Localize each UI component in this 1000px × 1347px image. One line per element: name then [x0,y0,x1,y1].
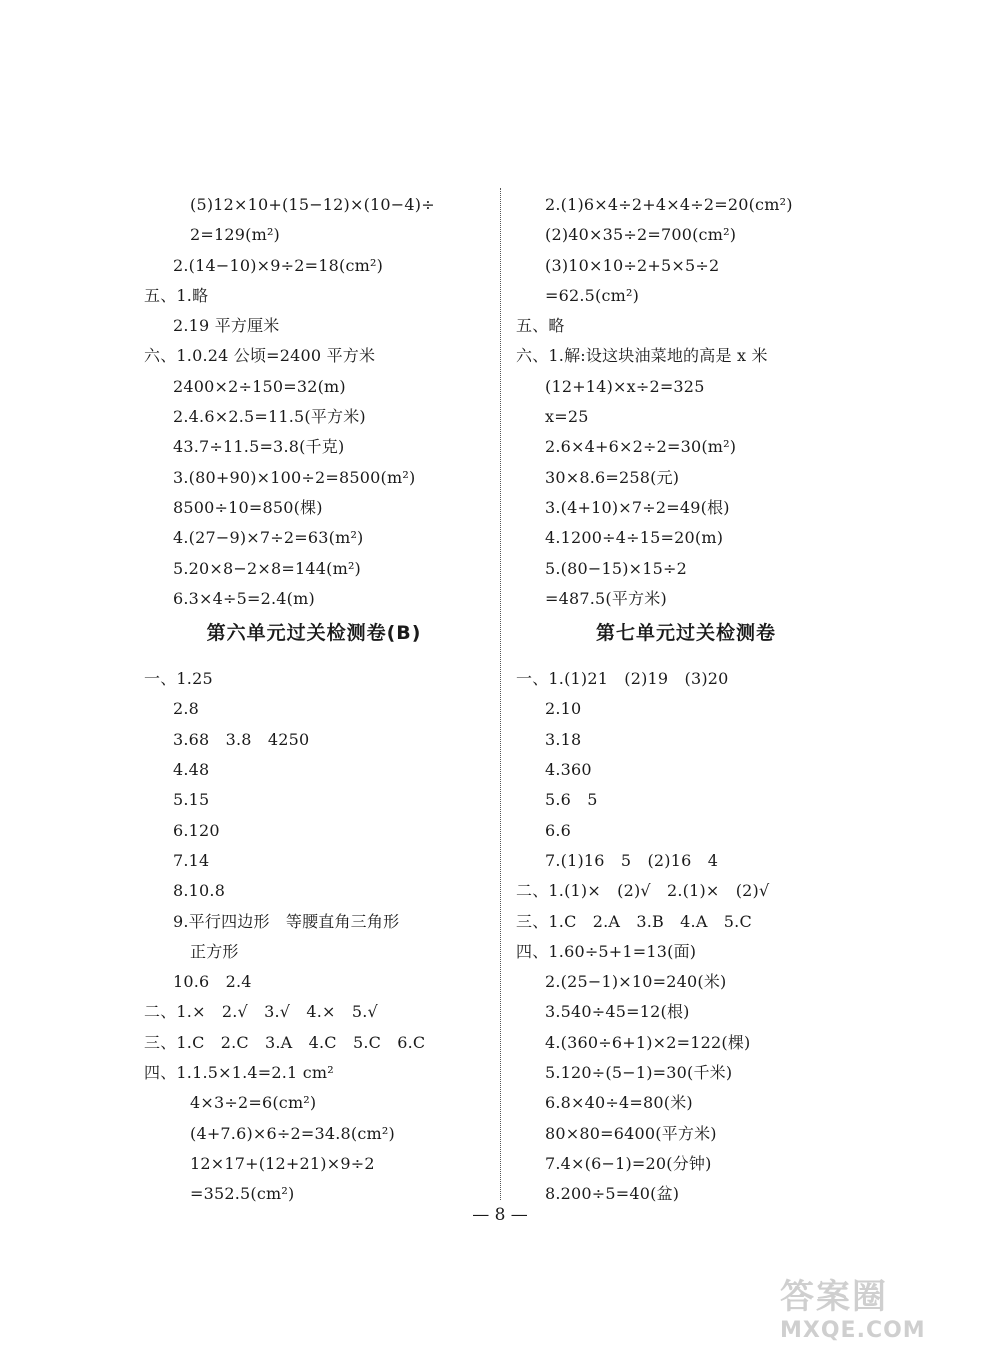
answer-line: 2=129(m²) [190,225,280,245]
answer-line: 3.(4+10)×7÷2=49(根) [545,497,730,517]
answer-line: 2.8 [173,699,200,719]
right-column [516,190,856,1210]
answer-line: 43.7÷11.5=3.8(千克) [173,437,345,457]
answer-line: 7.14 [173,850,210,870]
answer-line: 2.4.6×2.5=11.5(平方米) [173,407,366,427]
answer-line: 10.6 2.4 [173,972,252,992]
answer-line: 二、1.(1)× (2)√ 2.(1)× (2)√ [516,881,770,901]
answer-line: (4+7.6)×6÷2=34.8(cm²) [190,1123,395,1143]
column-divider [500,188,501,1200]
answer-line: 四、1.1.5×1.4=2.1 cm² [144,1063,334,1083]
answer-line: 4.1200÷4÷15=20(m) [545,528,724,548]
unit-six-heading: 第六单元过关检测卷(B) [206,622,422,645]
answer-line: 7.(1)16 5 (2)16 4 [545,850,719,870]
answer-line: 五、略 [516,316,565,336]
answer-line: 五、1.略 [144,285,209,305]
answer-line: 三、1.C 2.C 3.A 4.C 5.C 6.C [144,1032,426,1052]
answer-line: x=25 [545,407,589,427]
answer-line: 5.(80−15)×15÷2 [545,558,688,578]
answer-line: 2.(25−1)×10=240(米) [545,972,727,992]
answer-line: 2.(1)6×4÷2+4×4÷2=20(cm²) [545,195,793,214]
answer-line: 2.19 平方厘米 [173,316,280,336]
answer-line: 4.(360÷6+1)×2=122(棵) [545,1032,751,1052]
unit-seven-heading: 第七单元过关检测卷 [595,622,776,645]
answer-line: 4.48 [173,760,210,780]
answer-line: 2.10 [545,699,582,719]
answer-line: 6.3×4÷5=2.4(m) [173,588,315,608]
answer-line: 5.15 [173,790,210,810]
answer-line: (3)10×10÷2+5×5÷2 [545,255,720,275]
answer-line: 6.120 [173,820,220,840]
answer-line: 六、1.解:设这块油菜地的高是 x 米 [516,346,768,366]
right-bottom-block [516,664,856,1209]
answer-line: (2)40×35÷2=700(cm²) [545,225,737,245]
site-watermark-logo [780,1269,980,1343]
answer-line: 2400×2÷150=32(m) [173,376,346,396]
answer-line: (5)12×10+(15−12)×(10−4)÷ [190,195,435,214]
answer-line: 80×80=6400(平方米) [545,1123,717,1143]
answer-line: 一、1.(1)21 (2)19 (3)20 [516,669,729,689]
answer-line: 5.20×8−2×8=144(m²) [173,558,361,578]
answer-line: 7.4×(6−1)=20(分钟) [545,1153,712,1173]
right-top-block [516,190,856,614]
answer-line: =352.5(cm²) [190,1184,295,1204]
answer-line: 9.平行四边形 等腰直角三角形 [173,911,400,931]
answer-line: 四、1.60÷5+1=13(面) [516,941,697,961]
answer-line: =62.5(cm²) [545,285,640,305]
answer-line: 3.18 [545,729,582,749]
answer-line: 3.540÷45=12(根) [545,1002,690,1022]
answer-line: 3.68 3.8 4250 [173,729,310,749]
answer-line: 8.200÷5=40(盆) [545,1184,680,1204]
answer-line: 4.360 [545,760,592,780]
left-top-block [144,190,484,614]
answer-line: 8.10.8 [173,881,226,901]
left-bottom-block [144,664,484,1209]
watermark-bottom-text: MXQE.COM [780,1318,926,1343]
watermark-top-text: 答案圈 [780,1277,888,1317]
answer-line: 5.120÷(5−1)=30(千米) [545,1063,733,1083]
answer-line: 一、1.25 [144,669,213,689]
answer-line: 30×8.6=258(元) [545,467,680,487]
answer-line: 12×17+(12+21)×9÷2 [190,1153,375,1173]
answer-line: 2.(14−10)×9÷2=18(cm²) [173,255,384,275]
answer-line: 6.8×40÷4=80(米) [545,1093,693,1113]
answer-line: 5.6 5 [545,790,598,810]
answer-line: 3.(80+90)×100÷2=8500(m²) [173,467,416,487]
page-number: — 8 — [472,1205,528,1225]
answer-line: 正方形 [190,941,239,961]
left-column [144,190,484,1210]
answer-line: 4×3÷2=6(cm²) [190,1093,317,1113]
answer-line: (12+14)×x÷2=325 [545,376,705,396]
answer-line: 8500÷10=850(棵) [173,497,323,517]
answer-line: 2.6×4+6×2÷2=30(m²) [545,437,737,457]
answer-line: 6.6 [545,820,572,840]
answer-line: 二、1.× 2.√ 3.√ 4.× 5.√ [144,1002,378,1022]
answer-line: 4.(27−9)×7÷2=63(m²) [173,528,364,548]
answer-line: 三、1.C 2.A 3.B 4.A 5.C [516,911,752,931]
answer-line: 六、1.0.24 公顷=2400 平方米 [144,346,376,366]
answer-line: =487.5(平方米) [545,588,667,608]
